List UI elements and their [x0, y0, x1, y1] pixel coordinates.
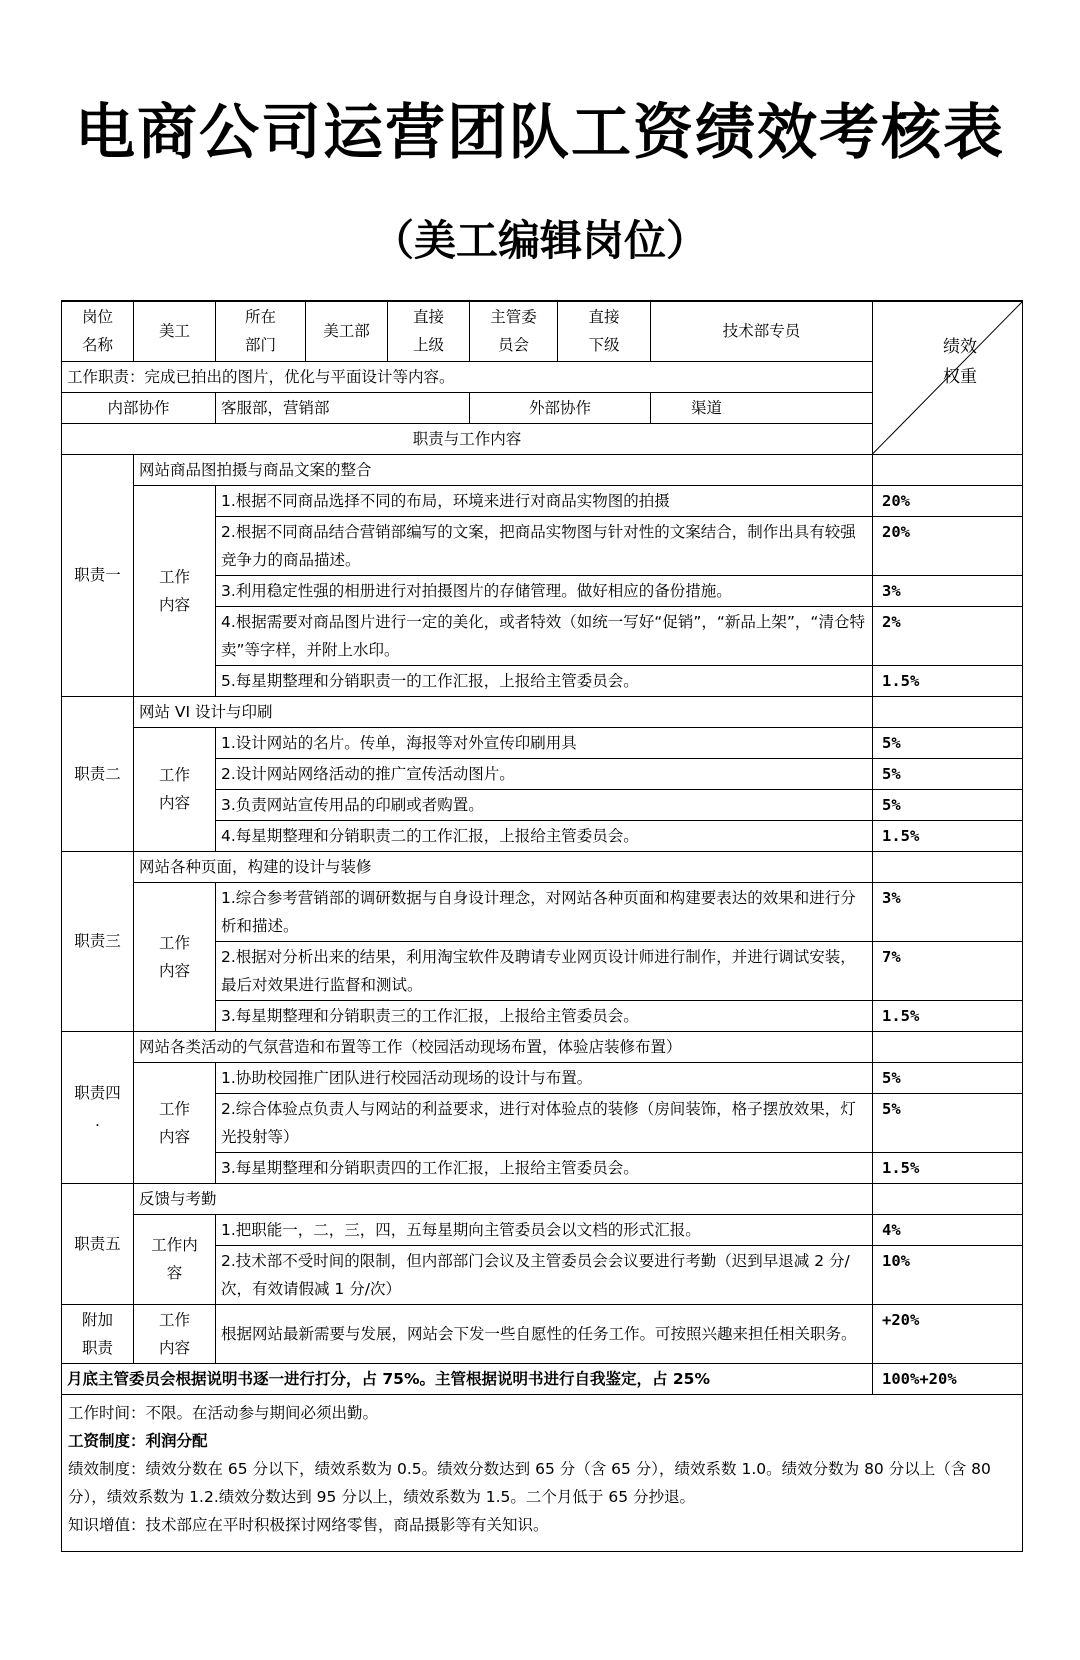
page-title: 电商公司运营团队工资绩效考核表	[75, 98, 1005, 168]
duty-5-name: 职责五	[62, 1183, 134, 1304]
subordinate-label: 直接 下级	[558, 301, 651, 361]
department-value: 美工部	[306, 301, 388, 361]
duty-4-item-2: 2.综合体验点负责人与网站的利益要求，进行对体验点的装修（房间装饰，格子摆放效果，灯光投射等）	[216, 1093, 873, 1152]
duty-2-name: 职责二	[62, 696, 134, 851]
duty-2-item-1-weight: 5%	[873, 727, 1023, 758]
position-label: 岗位 名称	[62, 301, 134, 361]
duty-2-item-4: 4.每星期整理和分销职责二的工作汇报，上报给主管委员会。	[216, 820, 873, 851]
duty-2-item-2: 2.设计网站网络活动的推广宣传活动图片。	[216, 758, 873, 789]
duty-1-item-2-weight: 20%	[873, 516, 1023, 575]
duty-4-item-1-weight: 5%	[873, 1062, 1023, 1093]
duty-4-item-1: 1.协助校园推广团队进行校园活动现场的设计与布置。	[216, 1062, 873, 1093]
duty-1-item-4: 4.根据需要对商品图片进行一定的美化，或者特效（如统一写好“促销”，“新品上架”，“清仓特卖”等字样，并附上水印。	[216, 606, 873, 665]
superior-label: 直接 上级	[388, 301, 470, 361]
duty-4-title: 网站各类活动的气氛营造和布置等工作（校园活动现场布置，体验店装修布置）	[134, 1031, 873, 1062]
additional-duty-weight: +20%	[873, 1304, 1023, 1363]
duty-2-item-4-weight: 1.5%	[873, 820, 1023, 851]
additional-duty-text: 根据网站最新需要与发展，网站会下发一些自愿性的任务工作。可按照兴趣来担任相关职务。	[216, 1304, 873, 1363]
duty-1-item-4-weight: 2%	[873, 606, 1023, 665]
duty-4-name: 职责四 .	[62, 1031, 134, 1183]
work-time-note: 工作时间：不限。在活动参与期间必须出勤。	[68, 1403, 379, 1422]
duty-1-item-2: 2.根据不同商品结合营销部编写的文案，把商品实物图与针对性的文案结合，制作出具有较强竞争力的商品描述。	[216, 516, 873, 575]
internal-collab-label: 内部协作	[62, 392, 216, 423]
duty-3-item-3-weight: 1.5%	[873, 1000, 1023, 1031]
duty-2-title: 网站 VI 设计与印刷	[134, 696, 873, 727]
position-value: 美工	[134, 301, 216, 361]
notes-block	[62, 1394, 1023, 1551]
duty-4-item-3-weight: 1.5%	[873, 1152, 1023, 1183]
page-subtitle: （美工编辑岗位）	[371, 216, 708, 265]
knowledge-note: 知识增值：技术部应在平时积极探讨网络零售，商品摄影等有关知识。	[68, 1515, 549, 1534]
weight-header-label: 绩效 权重	[943, 337, 977, 387]
duty-3-name: 职责三	[62, 851, 134, 1031]
subordinate-value: 技术部专员	[651, 301, 873, 361]
performance-table	[61, 300, 1023, 1552]
weight-header	[873, 301, 1023, 454]
duty-3-item-2: 2.根据对分析出来的结果，利用淘宝软件及聘请专业网页设计师进行制作，并进行调试安装，最后对效果进行监督和测试。	[216, 941, 873, 1000]
duty-2-item-3-weight: 5%	[873, 789, 1023, 820]
duty-1-item-1: 1.根据不同商品选择不同的布局，环境来进行对商品实物图的拍摄	[216, 485, 873, 516]
duty-5-item-2-weight: 10%	[873, 1245, 1023, 1304]
duty-5-title: 反馈与考勤	[134, 1183, 873, 1214]
additional-work-label: 工作 内容	[134, 1304, 216, 1363]
external-collab-label: 外部协作	[470, 392, 651, 423]
duty-1-work-label: 工作 内容	[134, 485, 216, 696]
duty-3-item-1-weight: 3%	[873, 882, 1023, 941]
duty-1-item-3: 3.利用稳定性强的相册进行对拍摄图片的存储管理。做好相应的备份措施。	[216, 575, 873, 606]
additional-duty-name: 附加 职责	[62, 1304, 134, 1363]
duty-1-item-3-weight: 3%	[873, 575, 1023, 606]
duty-3-item-3: 3.每星期整理和分销职责三的工作汇报，上报给主管委员会。	[216, 1000, 873, 1031]
duty-3-work-label: 工作 内容	[134, 882, 216, 1031]
duty-5-item-2: 2.技术部不受时间的限制，但内部部门会议及主管委员会会议要进行考勤（迟到早退减 2 分/次，有效请假减 1 分/次）	[216, 1245, 873, 1304]
duty-3-title-weight	[873, 851, 1023, 882]
duty-5-work-label: 工作内 容	[134, 1214, 216, 1304]
external-collab-value: 渠道	[651, 392, 873, 423]
internal-collab-value: 客服部，营销部	[216, 392, 470, 423]
duty-4-item-3: 3.每星期整理和分销职责四的工作汇报，上报给主管委员会。	[216, 1152, 873, 1183]
duty-3-item-2-weight: 7%	[873, 941, 1023, 1000]
duty-2-work-label: 工作 内容	[134, 727, 216, 851]
superior-value: 主管委 员会	[470, 301, 558, 361]
duty-1-title-weight	[873, 454, 1023, 485]
duty-2-item-3: 3.负责网站宣传用品的印刷或者购置。	[216, 789, 873, 820]
duty-5-item-1: 1.把职能一，二，三，四，五每星期向主管委员会以文档的形式汇报。	[216, 1214, 873, 1245]
duties-header: 职责与工作内容	[62, 423, 873, 454]
job-duty: 工作职责：完成已拍出的图片，优化与平面设计等内容。	[62, 361, 873, 392]
duty-5-title-weight	[873, 1183, 1023, 1214]
duty-1-item-1-weight: 20%	[873, 485, 1023, 516]
duty-3-item-1: 1.综合参考营销部的调研数据与自身设计理念，对网站各种页面和构建要表达的效果和进行分析和描述。	[216, 882, 873, 941]
duty-1-title: 网站商品图拍摄与商品文案的整合	[134, 454, 873, 485]
duty-4-title-weight	[873, 1031, 1023, 1062]
duty-1-item-5-weight: 1.5%	[873, 665, 1023, 696]
summary-text: 月底主管委员会根据说明书逐一进行打分，占 75%。主管根据说明书进行自我鉴定，占 25%	[62, 1363, 873, 1394]
duty-1-name: 职责一	[62, 454, 134, 696]
duty-3-title: 网站各种页面，构建的设计与装修	[134, 851, 873, 882]
duty-2-item-1: 1.设计网站的名片。传单，海报等对外宣传印刷用具	[216, 727, 873, 758]
summary-weight: 100%+20%	[873, 1363, 1023, 1394]
duty-1-item-5: 5.每星期整理和分销职责一的工作汇报，上报给主管委员会。	[216, 665, 873, 696]
performance-note: 绩效制度：绩效分数在 65 分以下，绩效系数为 0.5。绩效分数达到 65 分（含 65 分），绩效系数 1.0。绩效分数为 80 分以上（含 80 分），绩效系数为 1.2.绩效分数达到 95 分以上，绩效系数为 1.5。二个月低于 65 分抄退。	[68, 1459, 991, 1506]
duty-2-title-weight	[873, 696, 1023, 727]
salary-note: 工资制度：利润分配	[68, 1431, 208, 1450]
duty-4-item-2-weight: 5%	[873, 1093, 1023, 1152]
duty-2-item-2-weight: 5%	[873, 758, 1023, 789]
duty-5-item-1-weight: 4%	[873, 1214, 1023, 1245]
department-label: 所在 部门	[216, 301, 306, 361]
duty-4-work-label: 工作 内容	[134, 1062, 216, 1183]
